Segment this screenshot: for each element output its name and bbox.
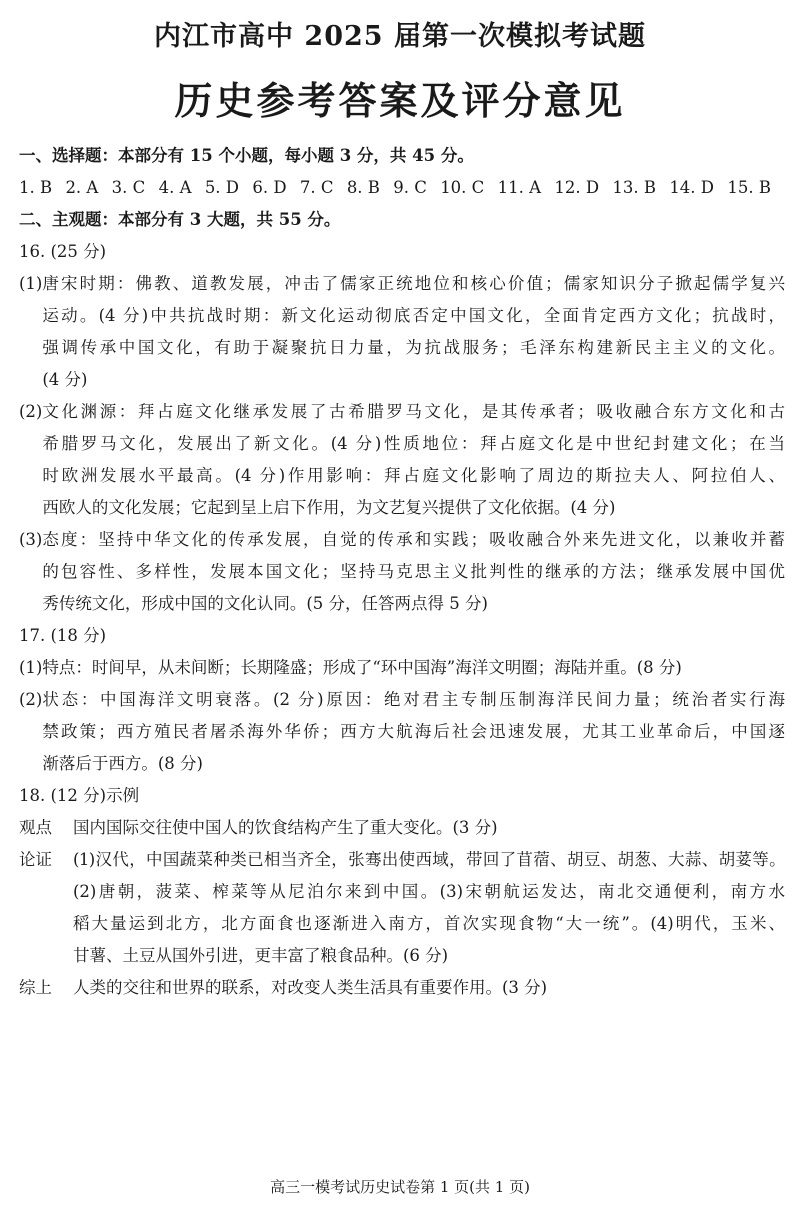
q16-part-3 — [19, 524, 785, 620]
question-17-header: 17. (18 分) — [19, 626, 107, 645]
choice-answer: 8. B — [346, 178, 380, 197]
choice-answer: 5. D — [204, 178, 240, 197]
answer-line: (1)汉代，中国蔬菜种类已相当齐全，张骞出使西域，带回了苜蓿、胡豆、胡葱、大蒜、胡荽等。 — [73, 850, 785, 869]
question-16-header: 16. (25 分) — [19, 242, 107, 261]
choice-answer: 12. D — [554, 178, 600, 197]
choice-answer: 1. B — [19, 178, 53, 197]
choice-answer: 13. B — [612, 178, 656, 197]
q16-part-1 — [19, 268, 785, 396]
choice-answer: 11. A — [497, 178, 542, 197]
answer-line: 强调传承中国文化，有助于凝聚抗日力量，为抗战服务；毛泽东构建新民主主义的文化。 — [42, 338, 785, 357]
answer-line: 秀传统文化，形成中国的文化认同。(5 分，任答两点得 5 分) — [42, 594, 488, 613]
part-number: (2) — [19, 402, 43, 421]
section1-heading: 一、选择题：本部分有 15 个小题，每小题 3 分，共 45 分。 — [19, 146, 474, 165]
choice-answer: 4. A — [158, 178, 192, 197]
exam-title: 内江市高中 2025 届第一次模拟考试题 — [154, 21, 646, 52]
document-subtitle: 历史参考答案及评分意见 — [174, 78, 626, 123]
q17-part-2 — [19, 684, 785, 780]
answer-line: 的包容性、多样性，发展本国文化；坚持马克思主义批判性的继承的方法；继承发展中国优 — [42, 562, 785, 581]
answer-line: (2)唐朝，菠菜、榨菜等从尼泊尔来到中国。(3)宋朝航运发达，南北交通便利，南方水 — [73, 882, 785, 901]
q18-summary — [19, 972, 785, 1004]
answer-line: 稻大量运到北方，北方面食也逐渐进入南方，首次实现食物“大一统”。(4)明代，玉米、 — [73, 914, 785, 933]
answer-line: (4 分) — [42, 370, 88, 389]
q16-part-2 — [19, 396, 785, 524]
argument-label: 论证 — [19, 850, 52, 869]
answer-line: 态度：坚持中华文化的传承发展，自觉的传承和实践；吸收融合外来先进文化，以兼收并蓄 — [42, 530, 785, 549]
answer-line: 文化渊源：拜占庭文化继承发展了古希腊罗马文化，是其传承者；吸收融合东方文化和古 — [42, 402, 785, 421]
answer-line: 渐落后于西方。(8 分) — [42, 754, 203, 773]
part-number: (2) — [19, 690, 43, 709]
answer-content — [19, 140, 785, 1004]
answer-line: 国内国际交往使中国人的饮食结构产生了重大变化。(3 分) — [73, 818, 498, 837]
choice-answer: 6. D — [252, 178, 287, 197]
choice-answer: 10. C — [440, 178, 485, 197]
answer-line: 唐宋时期：佛教、道教发展，冲击了儒家正统地位和核心价值；儒家知识分子掀起儒学复兴 — [42, 274, 785, 293]
choice-answers — [19, 172, 771, 204]
part-number: (1) — [19, 658, 43, 677]
choice-answer: 15. B — [727, 178, 771, 197]
choice-answer: 2. A — [65, 178, 99, 197]
answer-line: 禁政策；西方殖民者屠杀海外华侨；西方大航海后社会迅速发展，尤其工业革命后，中国逐 — [42, 722, 785, 741]
choice-answer: 14. D — [669, 178, 715, 197]
answer-line: 时欧洲发展水平最高。(4 分)作用影响：拜占庭文化影响了周边的斯拉夫人、阿拉伯人、 — [42, 466, 785, 485]
choice-answer: 9. C — [393, 178, 427, 197]
q18-argument — [19, 844, 785, 972]
page-footer: 高三一模考试历史试卷第 1 页(共 1 页) — [270, 1178, 530, 1196]
answer-line: 人类的交往和世界的联系，对改变人类生活具有重要作用。(3 分) — [73, 978, 548, 997]
choice-answer: 7. C — [299, 178, 334, 197]
part-number: (1) — [19, 274, 43, 293]
answer-line: 希腊罗马文化，发展出了新文化。(4 分)性质地位：拜占庭文化是中世纪封建文化；在当 — [42, 434, 785, 453]
answer-line: 状态：中国海洋文明衰落。(2 分)原因：绝对君主专制压制海洋民间力量；统治者实行海 — [42, 690, 785, 709]
choice-answer: 3. C — [111, 178, 146, 197]
part-number: (3) — [19, 530, 43, 549]
answer-line: 运动。(4 分)中共抗战时期：新文化运动彻底否定中国文化，全面肯定西方文化；抗战时， — [42, 306, 785, 325]
q18-viewpoint — [19, 812, 785, 844]
viewpoint-label: 观点 — [19, 818, 52, 837]
answer-line: 甘薯、土豆从国外引进，更丰富了粮食品种。(6 分) — [73, 946, 449, 965]
summary-label: 综上 — [19, 978, 52, 997]
q17-part-1 — [19, 652, 785, 684]
answer-line: 西欧人的文化发展；它起到呈上启下作用，为文艺复兴提供了文化依据。(4 分) — [42, 498, 616, 517]
question-18-header: 18. (12 分)示例 — [19, 786, 140, 805]
section2-heading: 二、主观题：本部分有 3 大题，共 55 分。 — [19, 210, 341, 229]
answer-line: 特点：时间早，从未间断；长期隆盛；形成了“环中国海”海洋文明圈；海陆并重。(8 分) — [42, 658, 682, 677]
